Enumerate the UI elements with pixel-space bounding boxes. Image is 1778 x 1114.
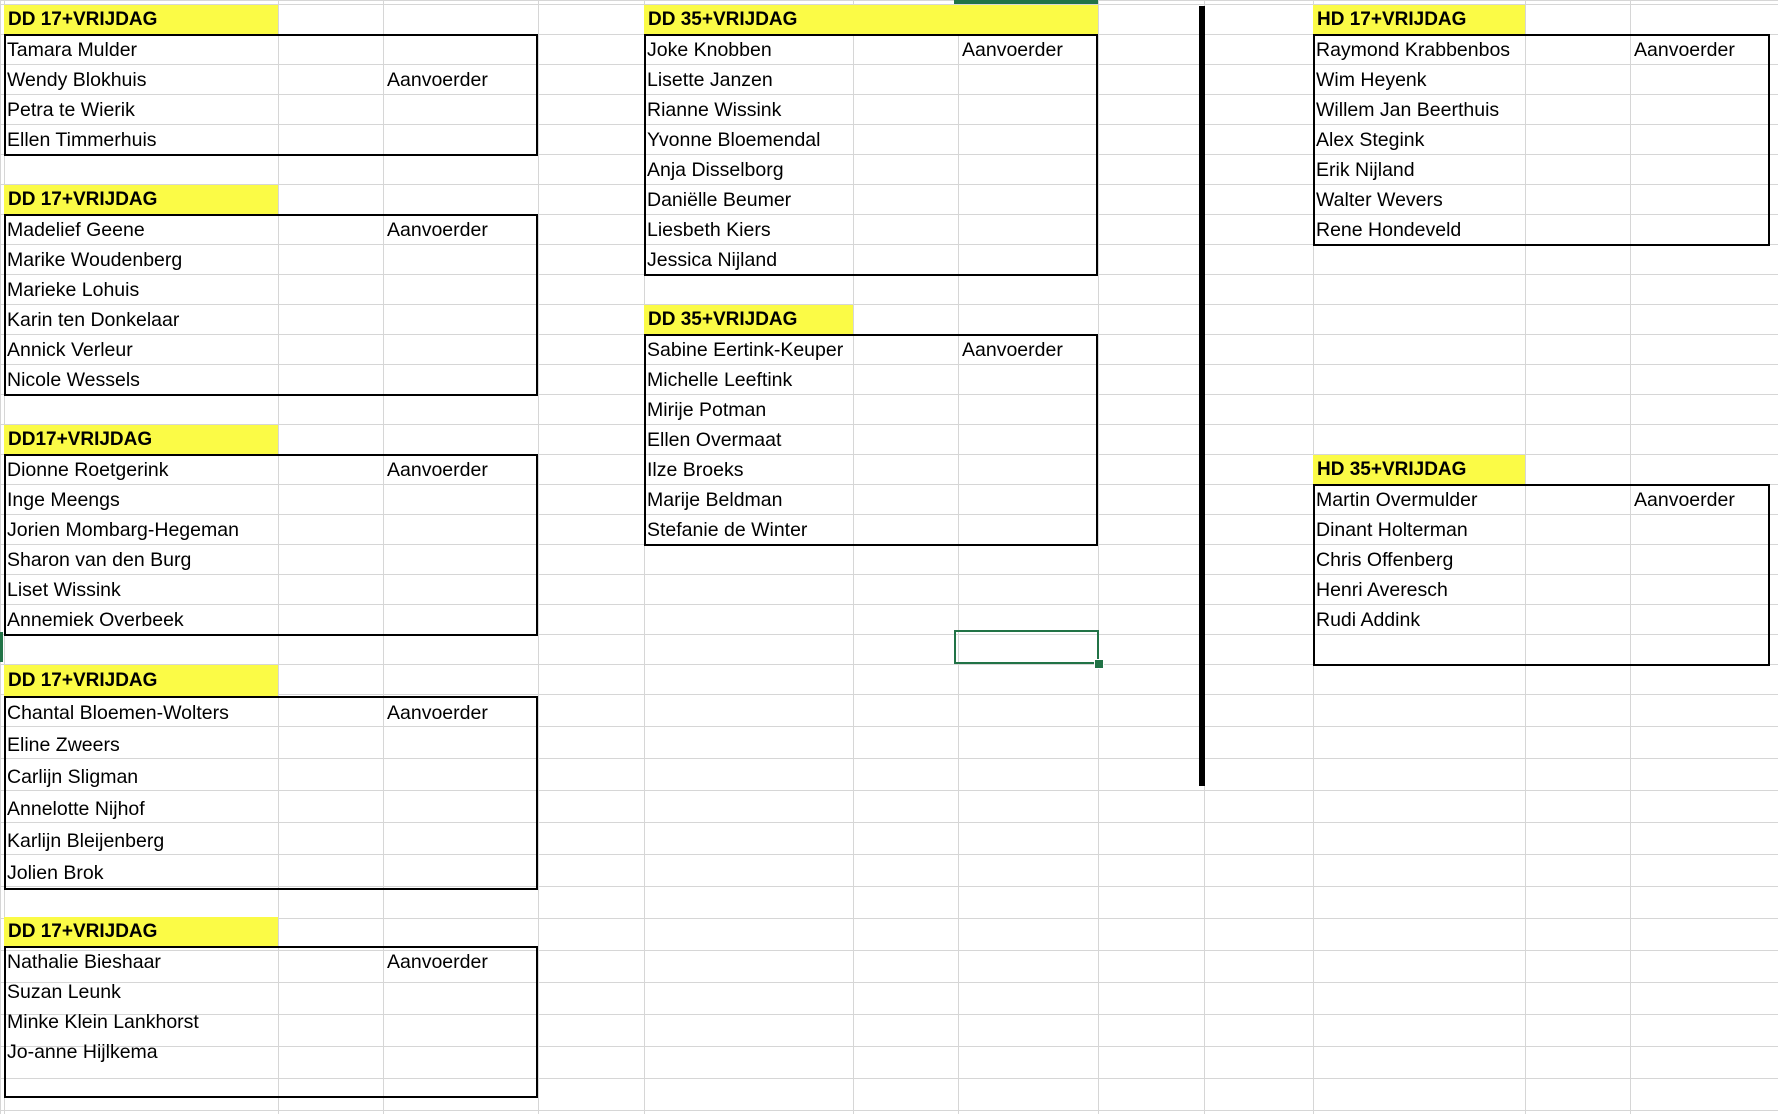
player-name-cell[interactable]: Ellen Timmerhuis: [7, 129, 157, 151]
player-name-cell[interactable]: Minke Klein Lankhorst: [7, 1011, 199, 1033]
captain-label-cell[interactable]: Aanvoerder: [962, 339, 1063, 361]
player-name-cell[interactable]: Michelle Leeftink: [647, 369, 793, 391]
player-name-cell[interactable]: Tamara Mulder: [7, 39, 138, 61]
player-name-cell[interactable]: Rianne Wissink: [647, 99, 782, 121]
player-name-cell[interactable]: Yvonne Bloemendal: [647, 129, 821, 151]
grid-row-line: [0, 0, 1778, 1]
player-name-cell[interactable]: Annelotte Nijhof: [7, 798, 145, 820]
grid-column-line: [538, 0, 539, 1114]
player-name-cell[interactable]: Chris Offenberg: [1316, 549, 1454, 571]
captain-label-cell[interactable]: Aanvoerder: [962, 39, 1063, 61]
player-name-cell[interactable]: Madelief Geene: [7, 219, 145, 241]
team-header[interactable]: DD 35+VRIJDAG: [644, 5, 1098, 34]
player-name-cell[interactable]: Jessica Nijland: [647, 249, 778, 271]
grid-row-line: [0, 1110, 1778, 1111]
player-name-cell[interactable]: Erik Nijland: [1316, 159, 1415, 181]
player-name-cell[interactable]: Mirije Potman: [647, 399, 767, 421]
captain-label-cell[interactable]: Aanvoerder: [387, 219, 488, 241]
player-name-cell[interactable]: Dinant Holterman: [1316, 519, 1468, 541]
player-name-cell[interactable]: Jo-anne Hijlkema: [7, 1041, 158, 1063]
player-name-cell[interactable]: Henri Averesch: [1316, 579, 1448, 601]
captain-label-cell[interactable]: Aanvoerder: [387, 69, 488, 91]
team-header[interactable]: HD 17+VRIJDAG: [1313, 5, 1525, 34]
column-divider-border: [1199, 6, 1205, 786]
player-name-cell[interactable]: Nathalie Bieshaar: [7, 951, 161, 973]
player-name-cell[interactable]: Carlijn Sligman: [7, 766, 139, 788]
player-name-cell[interactable]: Sabine Eertink-Keuper: [647, 339, 844, 361]
team-header[interactable]: DD 17+VRIJDAG: [4, 185, 278, 214]
player-name-cell[interactable]: Eline Zweers: [7, 734, 120, 756]
player-name-cell[interactable]: Karin ten Donkelaar: [7, 309, 180, 331]
player-name-cell[interactable]: Alex Stegink: [1316, 129, 1425, 151]
team-header[interactable]: HD 35+VRIJDAG: [1313, 455, 1525, 484]
team-header[interactable]: DD 17+VRIJDAG: [4, 917, 278, 946]
player-name-cell[interactable]: Jorien Mombarg-Hegeman: [7, 519, 239, 541]
team-header[interactable]: DD17+VRIJDAG: [4, 425, 278, 454]
active-column-marker: [954, 0, 1098, 4]
player-name-cell[interactable]: Willem Jan Beerthuis: [1316, 99, 1500, 121]
player-name-cell[interactable]: Wim Heyenk: [1316, 69, 1427, 91]
player-name-cell[interactable]: Marieke Lohuis: [7, 279, 140, 301]
captain-label-cell[interactable]: Aanvoerder: [387, 459, 488, 481]
player-name-cell[interactable]: Karlijn Bleijenberg: [7, 830, 165, 852]
player-name-cell[interactable]: Jolien Brok: [7, 862, 104, 884]
fill-handle[interactable]: [1094, 659, 1104, 669]
player-name-cell[interactable]: Petra te Wierik: [7, 99, 135, 121]
player-name-cell[interactable]: Annick Verleur: [7, 339, 133, 361]
captain-label-cell[interactable]: Aanvoerder: [387, 702, 488, 724]
grid-column-line: [1098, 0, 1099, 1114]
player-name-cell[interactable]: Inge Meengs: [7, 489, 120, 511]
captain-label-cell[interactable]: Aanvoerder: [1634, 489, 1735, 511]
player-name-cell[interactable]: Chantal Bloemen-Wolters: [7, 702, 229, 724]
team-header[interactable]: DD 17+VRIJDAG: [4, 665, 278, 696]
captain-label-cell[interactable]: Aanvoerder: [1634, 39, 1735, 61]
player-name-cell[interactable]: Stefanie de Winter: [647, 519, 808, 541]
player-name-cell[interactable]: Joke Knobben: [647, 39, 772, 61]
player-name-cell[interactable]: Ilze Broeks: [647, 459, 744, 481]
player-name-cell[interactable]: Walter Wevers: [1316, 189, 1443, 211]
captain-label-cell[interactable]: Aanvoerder: [387, 951, 488, 973]
player-name-cell[interactable]: Anja Disselborg: [647, 159, 784, 181]
player-name-cell[interactable]: Marije Beldman: [647, 489, 783, 511]
player-name-cell[interactable]: Liesbeth Kiers: [647, 219, 771, 241]
player-name-cell[interactable]: Ellen Overmaat: [647, 429, 782, 451]
team-header[interactable]: DD 35+VRIJDAG: [644, 305, 853, 334]
player-name-cell[interactable]: Sharon van den Burg: [7, 549, 192, 571]
player-name-cell[interactable]: Suzan Leunk: [7, 981, 121, 1003]
selected-cell[interactable]: [954, 630, 1099, 664]
player-name-cell[interactable]: Dionne Roetgerink: [7, 459, 169, 481]
grid-column-line: [0, 0, 1, 1114]
player-name-cell[interactable]: Nicole Wessels: [7, 369, 140, 391]
player-name-cell[interactable]: Lisette Janzen: [647, 69, 773, 91]
player-name-cell[interactable]: Martin Overmulder: [1316, 489, 1478, 511]
player-name-cell[interactable]: Rene Hondeveld: [1316, 219, 1462, 241]
team-header[interactable]: DD 17+VRIJDAG: [4, 5, 278, 34]
player-name-cell[interactable]: Marike Woudenberg: [7, 249, 183, 271]
player-name-cell[interactable]: Daniëlle Beumer: [647, 189, 792, 211]
player-name-cell[interactable]: Rudi Addink: [1316, 609, 1421, 631]
player-name-cell[interactable]: Raymond Krabbenbos: [1316, 39, 1511, 61]
player-name-cell[interactable]: Wendy Blokhuis: [7, 69, 147, 91]
player-name-cell[interactable]: Liset Wissink: [7, 579, 121, 601]
player-name-cell[interactable]: Annemiek Overbeek: [7, 609, 184, 631]
active-row-marker: [0, 632, 3, 662]
